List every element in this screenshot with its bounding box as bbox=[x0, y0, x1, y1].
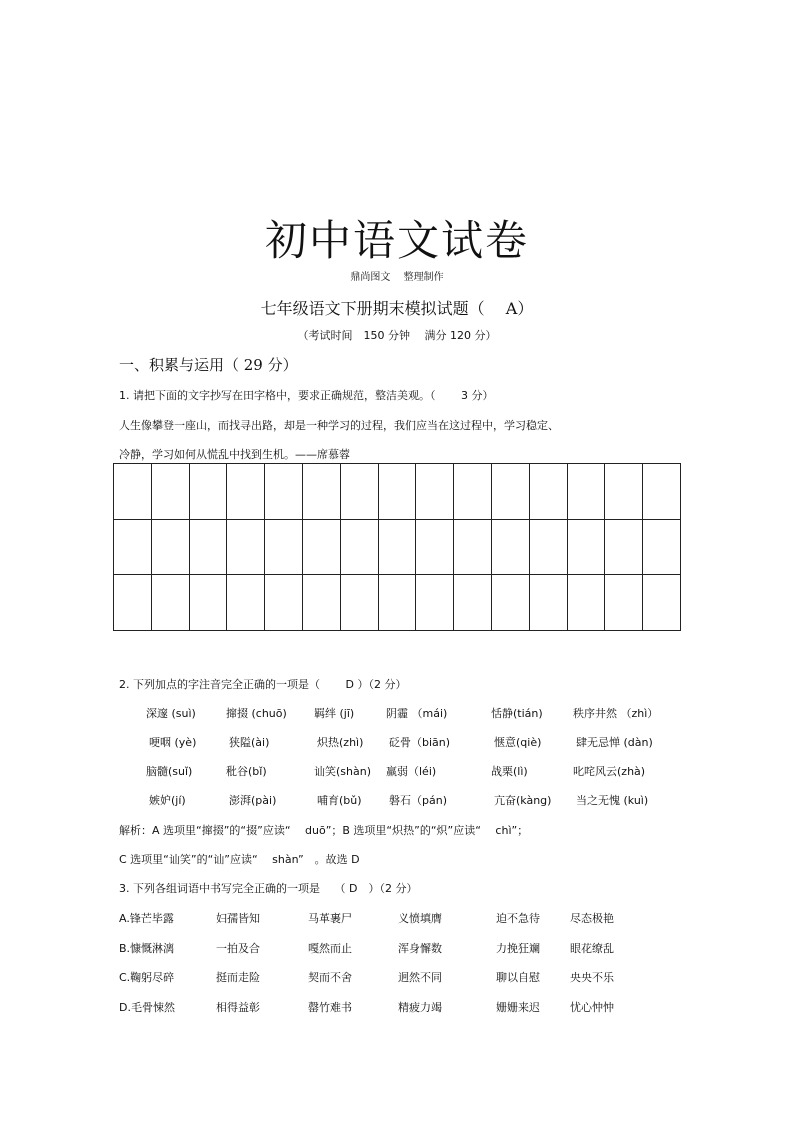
grid-cell bbox=[114, 520, 152, 576]
pinyin-item: 羸弱（léi) bbox=[386, 765, 437, 778]
grid-cell bbox=[379, 575, 417, 631]
pinyin-item: 秩序井然 （zhì） bbox=[573, 707, 659, 720]
q2-prompt: 2. 下列加点的字注音完全正确的一项是（ D ）（2 分） bbox=[119, 678, 407, 691]
document-title: 初中语文试卷 bbox=[264, 216, 529, 265]
pinyin-item: 叱咤风云(zhà) bbox=[573, 765, 646, 778]
grid-cell bbox=[605, 464, 643, 520]
option-word: 契而不舍 bbox=[308, 971, 352, 984]
pinyin-item: 撺掇 (chuō) bbox=[226, 707, 287, 720]
grid-cell bbox=[265, 464, 303, 520]
option-label-word: C.鞠躬尽碎 bbox=[119, 971, 175, 984]
pinyin-item: 恬静(tián) bbox=[491, 707, 543, 720]
grid-cell bbox=[379, 520, 417, 576]
pinyin-item: 秕谷(bǐ) bbox=[226, 765, 267, 778]
pinyin-item: 肆无忌惮 (dàn) bbox=[576, 736, 653, 749]
pinyin-item: 炽热(zhì) bbox=[317, 736, 364, 749]
option-word: 聊以自慰 bbox=[496, 971, 540, 984]
grid-cell bbox=[643, 464, 681, 520]
grid-cell bbox=[530, 464, 568, 520]
grid-cell bbox=[190, 575, 228, 631]
grid-cell bbox=[227, 464, 265, 520]
grid-cell bbox=[152, 520, 190, 576]
option-word: 嘎然而止 bbox=[308, 942, 352, 955]
grid-cell bbox=[416, 464, 454, 520]
grid-cell bbox=[303, 464, 341, 520]
option-word: 一拍及合 bbox=[216, 942, 260, 955]
pinyin-item: 当之无愧 (kuì) bbox=[576, 794, 649, 807]
option-word: 马革裹尸 bbox=[308, 912, 352, 925]
option-word: 精疲力竭 bbox=[398, 1001, 442, 1014]
grid-cell bbox=[492, 520, 530, 576]
pinyin-item: 哽咽 (yè) bbox=[149, 736, 197, 749]
option-word: 眼花缭乱 bbox=[570, 942, 614, 955]
grid-cell bbox=[492, 575, 530, 631]
q2-analysis-line1: 解析：A 选项里“撺掇”的“掇”应读“ duō”；B 选项里“炽热”的“炽”应读“ chì”； bbox=[119, 824, 529, 837]
option-word: 迥然不同 bbox=[398, 971, 442, 984]
grid-cell bbox=[379, 464, 417, 520]
paper-name: 七年级语文下册期末模拟试题（ A） bbox=[260, 299, 534, 318]
grid-cell bbox=[303, 575, 341, 631]
pinyin-item: 哺育(bǔ) bbox=[317, 794, 362, 807]
copy-grid bbox=[113, 463, 681, 631]
grid-cell bbox=[454, 464, 492, 520]
grid-cell bbox=[152, 575, 190, 631]
option-word: 浑身懈数 bbox=[398, 942, 442, 955]
grid-cell bbox=[643, 575, 681, 631]
grid-cell bbox=[303, 520, 341, 576]
pinyin-item: 嫉妒(jí) bbox=[149, 794, 186, 807]
pinyin-item: 阴霾 （mái) bbox=[386, 707, 448, 720]
grid-cell bbox=[605, 575, 643, 631]
option-word: 力挽狂斓 bbox=[496, 942, 540, 955]
grid-cell bbox=[416, 520, 454, 576]
option-label-word: D.毛骨悚然 bbox=[119, 1001, 175, 1014]
pinyin-item: 砭骨（biān) bbox=[389, 736, 451, 749]
option-word: 尽态极艳 bbox=[570, 912, 614, 925]
grid-cell bbox=[152, 464, 190, 520]
pinyin-item: 澎湃(pài) bbox=[229, 794, 277, 807]
grid-cell bbox=[454, 520, 492, 576]
pinyin-item: 亢奋(kàng) bbox=[494, 794, 552, 807]
grid-cell bbox=[416, 575, 454, 631]
grid-cell bbox=[643, 520, 681, 576]
q1-text-line2: 冷静，学习如何从慌乱中找到生机。——席慕蓉 bbox=[119, 448, 350, 461]
grid-cell bbox=[568, 520, 606, 576]
grid-cell bbox=[568, 464, 606, 520]
grid-cell bbox=[530, 520, 568, 576]
grid-cell bbox=[190, 520, 228, 576]
option-label-word: A.锋芒毕露 bbox=[119, 912, 174, 925]
pinyin-item: 脑髓(suǐ) bbox=[146, 765, 193, 778]
grid-cell bbox=[492, 464, 530, 520]
publisher-note: 鼎尚图文 整理制作 bbox=[350, 272, 444, 283]
grid-cell bbox=[265, 575, 303, 631]
grid-cell bbox=[341, 520, 379, 576]
grid-cell bbox=[227, 520, 265, 576]
option-word: 妇孺皆知 bbox=[216, 912, 260, 925]
pinyin-item: 惬意(qiè) bbox=[494, 736, 542, 749]
option-word: 姗姗来迟 bbox=[496, 1001, 540, 1014]
option-word: 央央不乐 bbox=[570, 971, 614, 984]
option-label-word: B.慷慨淋漓 bbox=[119, 942, 175, 955]
q1-prompt: 1. 请把下面的文字抄写在田字格中，要求正确规范，整洁美观。（ 3 分） bbox=[119, 389, 494, 402]
pinyin-item: 讪笑(shàn) bbox=[314, 765, 371, 778]
grid-cell bbox=[568, 575, 606, 631]
pinyin-item: 羁绊 (jī) bbox=[314, 707, 355, 720]
grid-cell bbox=[227, 575, 265, 631]
section-heading: 一、积累与运用（ 29 分） bbox=[119, 356, 298, 374]
grid-cell bbox=[190, 464, 228, 520]
pinyin-item: 战栗(lì) bbox=[491, 765, 528, 778]
option-word: 忧心忡忡 bbox=[570, 1001, 614, 1014]
exam-info: （考试时间 150 分钟 满分 120 分） bbox=[297, 329, 497, 342]
pinyin-item: 深邃 (suì) bbox=[146, 707, 196, 720]
pinyin-item: 狭隘(ài) bbox=[229, 736, 270, 749]
grid-cell bbox=[341, 575, 379, 631]
option-word: 罄竹难书 bbox=[308, 1001, 352, 1014]
grid-cell bbox=[114, 464, 152, 520]
q2-analysis-line2: C 选项里“讪笑”的“讪”应读“ shàn” 。故选 D bbox=[119, 853, 360, 866]
option-word: 迫不急待 bbox=[496, 912, 540, 925]
option-word: 相得益彰 bbox=[216, 1001, 260, 1014]
grid-cell bbox=[530, 575, 568, 631]
q1-text-line1: 人生像攀登一座山，而找寻出路，却是一种学习的过程，我们应当在这过程中，学习稳定、 bbox=[119, 419, 559, 432]
option-word: 挺而走险 bbox=[216, 971, 260, 984]
grid-cell bbox=[454, 575, 492, 631]
q3-prompt: 3. 下列各组词语中书写完全正确的一项是 （ D ）（2 分） bbox=[119, 882, 418, 895]
pinyin-item: 磐石（pán) bbox=[389, 794, 447, 807]
grid-cell bbox=[341, 464, 379, 520]
grid-cell bbox=[605, 520, 643, 576]
option-word: 义愤填膺 bbox=[398, 912, 442, 925]
grid-cell bbox=[265, 520, 303, 576]
grid-cell bbox=[114, 575, 152, 631]
